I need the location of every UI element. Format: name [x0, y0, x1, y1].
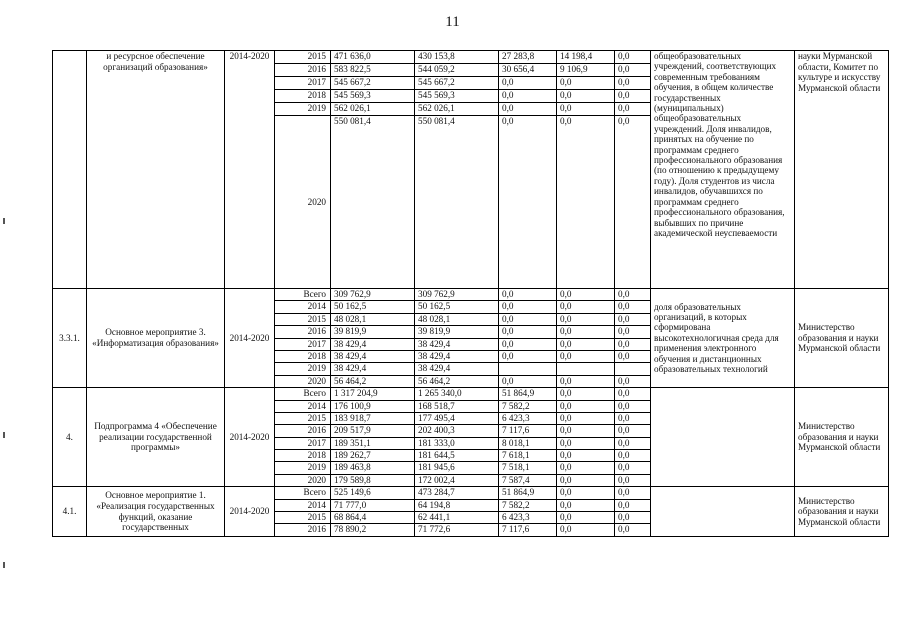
- year-cell: Всего: [275, 487, 331, 499]
- amount-c3: 0,0: [557, 313, 615, 325]
- year-cell: 2015: [275, 512, 331, 524]
- indicators-cell: [651, 388, 795, 487]
- amount-c2: 0,0: [499, 103, 557, 116]
- amount-c1: 38 429,4: [415, 338, 499, 350]
- amount-c1: 545 667,2: [415, 77, 499, 90]
- amount-total: 38 429,4: [331, 350, 415, 362]
- amount-c2: 30 656,4: [499, 64, 557, 77]
- amount-total: 545 667,2: [331, 77, 415, 90]
- amount-c2: 7 117,6: [499, 425, 557, 437]
- amount-c4: 0,0: [615, 400, 651, 412]
- amount-c1: 181 644,5: [415, 450, 499, 462]
- year-cell: 2016: [275, 425, 331, 437]
- amount-c3: 0,0: [557, 462, 615, 474]
- year-cell: 2015: [275, 51, 331, 64]
- amount-c2: 51 864,9: [499, 487, 557, 499]
- amount-c2: 0,0: [499, 116, 557, 289]
- table-row: [53, 51, 889, 64]
- item-number: 4.: [53, 388, 87, 487]
- amount-total: 562 026,1: [331, 103, 415, 116]
- amount-c1: 39 819,9: [415, 326, 499, 338]
- item-name: Подпрограмма 4 «Обеспечение реализации государственной программы»: [87, 388, 225, 487]
- amount-c2: 6 423,3: [499, 412, 557, 424]
- amount-c1: 62 441,1: [415, 512, 499, 524]
- year-cell: 2015: [275, 412, 331, 424]
- year-cell: 2019: [275, 462, 331, 474]
- amount-c3: 0,0: [557, 450, 615, 462]
- item-number: [53, 51, 87, 289]
- year-cell: 2018: [275, 350, 331, 362]
- indicators-cell: общеобразовательных учреждений, соответствующих современным требованиям обучения, в общем количестве государственных (муниципальных) общеобразовательных учреждений. Доля инвалидов, принятых на обучение по программам среднего профессионального образования (по отношению к предыдущему году). Доля студентов из числа инвалидов, обучавшихся по программам среднего профессионального образования, выбывших по причине академической неуспеваемости: [651, 51, 795, 289]
- amount-c2: 7 618,1: [499, 450, 557, 462]
- amount-c4: 0,0: [615, 425, 651, 437]
- amount-c1: 168 518,7: [415, 400, 499, 412]
- year-cell: 2015: [275, 313, 331, 325]
- page-number: 11: [445, 14, 460, 30]
- amount-c4: 0,0: [615, 462, 651, 474]
- amount-c1: 562 026,1: [415, 103, 499, 116]
- amount-c3: 0,0: [557, 289, 615, 301]
- amount-c4: 0,0: [615, 326, 651, 338]
- executor-cell: Министерство образования и науки Мурманской области: [795, 289, 889, 388]
- amount-c4: 0,0: [615, 51, 651, 64]
- amount-c3: 0,0: [557, 326, 615, 338]
- year-cell: 2020: [275, 375, 331, 387]
- item-period: 2014-2020: [225, 51, 275, 289]
- amount-c2: 0,0: [499, 90, 557, 103]
- amount-total: 550 081,4: [331, 116, 415, 289]
- amount-c4: 0,0: [615, 474, 651, 486]
- amount-c4: 0,0: [615, 412, 651, 424]
- amount-c4: 0,0: [615, 77, 651, 90]
- amount-c1: 202 400,3: [415, 425, 499, 437]
- amount-c4: 0,0: [615, 301, 651, 313]
- indicators-cell: [651, 487, 795, 537]
- amount-c1: 545 569,3: [415, 90, 499, 103]
- amount-total: 38 429,4: [331, 338, 415, 350]
- amount-c2: 0,0: [499, 313, 557, 325]
- amount-c2: 0,0: [499, 289, 557, 301]
- amount-total: 68 864,4: [331, 512, 415, 524]
- amount-total: 545 569,3: [331, 90, 415, 103]
- amount-c3: 0,0: [557, 400, 615, 412]
- amount-c1: 544 059,2: [415, 64, 499, 77]
- amount-c3: 0,0: [557, 512, 615, 524]
- executor-cell: Министерство образования и науки Мурманской области: [795, 487, 889, 537]
- table-row: [53, 289, 889, 301]
- item-period: 2014-2020: [225, 487, 275, 537]
- amount-c2: [499, 363, 557, 375]
- amount-total: 38 429,4: [331, 363, 415, 375]
- year-cell: Всего: [275, 388, 331, 400]
- year-cell: 2019: [275, 363, 331, 375]
- amount-total: 56 464,2: [331, 375, 415, 387]
- amount-c2: 7 582,2: [499, 400, 557, 412]
- amount-c3: 9 106,9: [557, 64, 615, 77]
- amount-total: 525 149,6: [331, 487, 415, 499]
- amount-total: 309 762,9: [331, 289, 415, 301]
- amount-c2: 51 864,9: [499, 388, 557, 400]
- amount-total: 176 100,9: [331, 400, 415, 412]
- amount-c1: 56 464,2: [415, 375, 499, 387]
- year-cell: 2014: [275, 301, 331, 313]
- amount-c3: 0,0: [557, 474, 615, 486]
- margin-mark: [3, 218, 5, 224]
- item-number: 3.3.1.: [53, 289, 87, 388]
- amount-c4: 0,0: [615, 388, 651, 400]
- amount-c1: 177 495,4: [415, 412, 499, 424]
- amount-c2: 8 018,1: [499, 437, 557, 449]
- year-cell: 2014: [275, 499, 331, 511]
- amount-c4: 0,0: [615, 512, 651, 524]
- amount-c1: 38 429,4: [415, 350, 499, 362]
- amount-c1: 550 081,4: [415, 116, 499, 289]
- amount-c4: 0,0: [615, 338, 651, 350]
- item-number: 4.1.: [53, 487, 87, 537]
- year-cell: 2017: [275, 77, 331, 90]
- table-row: [53, 487, 889, 499]
- year-cell: 2014: [275, 400, 331, 412]
- amount-c3: 14 198,4: [557, 51, 615, 64]
- amount-c4: 0,0: [615, 313, 651, 325]
- margin-mark: [3, 562, 5, 568]
- amount-c4: 0,0: [615, 90, 651, 103]
- amount-c3: 0,0: [557, 90, 615, 103]
- amount-c2: 7 582,2: [499, 499, 557, 511]
- amount-c3: 0,0: [557, 499, 615, 511]
- item-name: Основное мероприятие 3. «Информатизация образования»: [87, 289, 225, 388]
- table-row: [53, 388, 889, 400]
- amount-c4: 0,0: [615, 375, 651, 387]
- amount-c3: [557, 363, 615, 375]
- amount-c3: 0,0: [557, 524, 615, 536]
- amount-c1: 38 429,4: [415, 363, 499, 375]
- amount-c2: 0,0: [499, 338, 557, 350]
- amount-c4: 0,0: [615, 524, 651, 536]
- amount-c4: 0,0: [615, 487, 651, 499]
- year-cell: Всего: [275, 289, 331, 301]
- amount-c2: 0,0: [499, 301, 557, 313]
- amount-c2: 0,0: [499, 350, 557, 362]
- amount-total: 189 351,1: [331, 437, 415, 449]
- amount-c1: 71 772,6: [415, 524, 499, 536]
- year-cell: 2016: [275, 524, 331, 536]
- amount-c2: 0,0: [499, 375, 557, 387]
- amount-c4: 0,0: [615, 437, 651, 449]
- amount-c1: 181 945,6: [415, 462, 499, 474]
- amount-c2: 7 518,1: [499, 462, 557, 474]
- budget-table: [52, 50, 889, 537]
- amount-c4: [615, 363, 651, 375]
- amount-c2: 6 423,3: [499, 512, 557, 524]
- amount-total: 183 918,7: [331, 412, 415, 424]
- amount-c2: 7 587,4: [499, 474, 557, 486]
- amount-total: 471 636,0: [331, 51, 415, 64]
- amount-c3: 0,0: [557, 103, 615, 116]
- amount-total: 50 162,5: [331, 301, 415, 313]
- amount-total: 179 589,8: [331, 474, 415, 486]
- year-cell: 2016: [275, 326, 331, 338]
- amount-total: 583 822,5: [331, 64, 415, 77]
- amount-total: 1 317 204,9: [331, 388, 415, 400]
- amount-total: 39 819,9: [331, 326, 415, 338]
- amount-c3: 0,0: [557, 116, 615, 289]
- year-cell: 2020: [275, 116, 331, 289]
- amount-c4: 0,0: [615, 116, 651, 289]
- amount-c1: 50 162,5: [415, 301, 499, 313]
- item-period: 2014-2020: [225, 289, 275, 388]
- amount-c4: 0,0: [615, 499, 651, 511]
- amount-total: 71 777,0: [331, 499, 415, 511]
- year-cell: 2019: [275, 103, 331, 116]
- amount-c2: 0,0: [499, 77, 557, 90]
- executor-cell: Министерство образования и науки Мурманской области: [795, 388, 889, 487]
- amount-c2: 0,0: [499, 326, 557, 338]
- amount-c4: 0,0: [615, 289, 651, 301]
- year-cell: 2018: [275, 450, 331, 462]
- margin-mark: [3, 432, 5, 438]
- amount-c1: 473 284,7: [415, 487, 499, 499]
- amount-total: 48 028,1: [331, 313, 415, 325]
- amount-c3: 0,0: [557, 350, 615, 362]
- amount-c2: 7 117,6: [499, 524, 557, 536]
- amount-total: 189 463,8: [331, 462, 415, 474]
- amount-c4: 0,0: [615, 450, 651, 462]
- amount-c1: 309 762,9: [415, 289, 499, 301]
- amount-c1: 48 028,1: [415, 313, 499, 325]
- amount-c4: 0,0: [615, 350, 651, 362]
- amount-c1: 1 265 340,0: [415, 388, 499, 400]
- item-name: Основное мероприятие 1. «Реализация государственных функций, оказание государственных: [87, 487, 225, 537]
- amount-total: 189 262,7: [331, 450, 415, 462]
- amount-c4: 0,0: [615, 64, 651, 77]
- year-cell: 2016: [275, 64, 331, 77]
- amount-c3: 0,0: [557, 437, 615, 449]
- amount-c3: 0,0: [557, 301, 615, 313]
- indicators-cell: доля образовательных организаций, в которых сформирована высокотехнологичная среда для применения электронного обучения и дистанционных образовательных технологий: [651, 289, 795, 388]
- amount-c3: 0,0: [557, 487, 615, 499]
- year-cell: 2018: [275, 90, 331, 103]
- item-period: 2014-2020: [225, 388, 275, 487]
- amount-total: 209 517,9: [331, 425, 415, 437]
- amount-c3: 0,0: [557, 375, 615, 387]
- amount-c3: 0,0: [557, 338, 615, 350]
- amount-c3: 0,0: [557, 77, 615, 90]
- amount-c3: 0,0: [557, 412, 615, 424]
- item-name: и ресурсное обеспечение организаций образования»: [87, 51, 225, 289]
- amount-c4: 0,0: [615, 103, 651, 116]
- executor-cell: науки Мурманской области, Комитет по культуре и искусству Мурманской области: [795, 51, 889, 289]
- year-cell: 2020: [275, 474, 331, 486]
- amount-c3: 0,0: [557, 388, 615, 400]
- amount-c2: 27 283,8: [499, 51, 557, 64]
- amount-c1: 430 153,8: [415, 51, 499, 64]
- amount-c1: 64 194,8: [415, 499, 499, 511]
- amount-c3: 0,0: [557, 425, 615, 437]
- year-cell: 2017: [275, 437, 331, 449]
- amount-c1: 172 002,4: [415, 474, 499, 486]
- amount-total: 78 890,2: [331, 524, 415, 536]
- year-cell: 2017: [275, 338, 331, 350]
- amount-c1: 181 333,0: [415, 437, 499, 449]
